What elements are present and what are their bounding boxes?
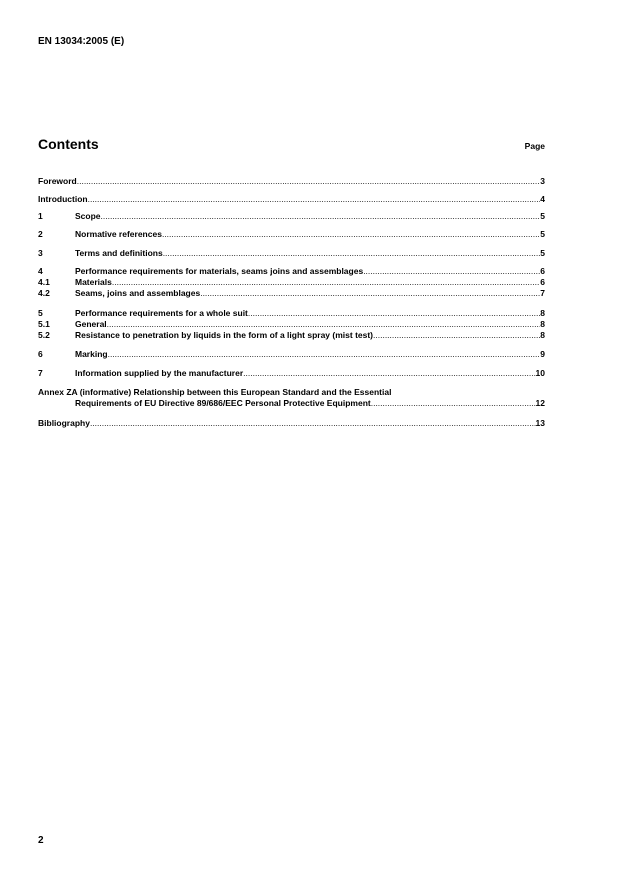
toc-entry-title: Seams, joins and assemblages — [75, 288, 201, 298]
toc-entry-title: Marking — [75, 349, 108, 359]
toc-entry-title: Performance requirements for a whole suit — [75, 308, 248, 318]
dot-leader — [243, 368, 535, 378]
toc-entry-page: 5 — [540, 248, 545, 258]
document-id: EN 13034:2005 (E) — [38, 36, 125, 47]
toc-entry-6[interactable] — [38, 349, 545, 359]
toc-entry-title: Materials — [75, 277, 112, 287]
dot-leader — [371, 398, 536, 408]
toc-entry-introduction[interactable] — [38, 194, 545, 204]
toc-entry-number: 5.1 — [38, 319, 50, 329]
toc-entry-number: 4.1 — [38, 277, 50, 287]
toc-entry-7[interactable] — [38, 368, 545, 378]
toc-entry-page: 6 — [540, 266, 545, 276]
dot-leader — [163, 248, 541, 258]
toc-entry-page: 4 — [540, 194, 545, 204]
dot-leader — [101, 211, 541, 221]
toc-entry-title: Foreword — [38, 176, 77, 186]
toc-entry-4-1[interactable] — [38, 277, 545, 287]
dot-leader — [162, 229, 540, 239]
toc-entry-number: 3 — [38, 248, 43, 258]
toc-entry-5[interactable] — [38, 308, 545, 318]
toc-entry-page: 3 — [540, 176, 545, 186]
toc-entry-title: General — [75, 319, 107, 329]
toc-entry-title: Requirements of EU Directive 89/686/EEC Personal Protective Equipment — [75, 398, 371, 408]
toc-entry-annex-za-line1[interactable]: Annex ZA (informative) Relationship between this European Standard and the Essential — [38, 387, 392, 397]
toc-entry-title: Normative references — [75, 229, 162, 239]
toc-entry-4-2[interactable] — [38, 288, 545, 298]
toc-entry-title: Information supplied by the manufacturer — [75, 368, 244, 378]
toc-entry-title: Terms and definitions — [75, 248, 163, 258]
toc-entry-1[interactable] — [38, 211, 545, 221]
toc-entry-title: Bibliography — [38, 418, 90, 428]
toc-entry-number: 4 — [38, 266, 43, 276]
dot-leader — [373, 330, 540, 340]
toc-entry-page: 8 — [540, 308, 545, 318]
toc-entry-number: 2 — [38, 229, 43, 239]
toc-entry-page: 5 — [540, 211, 545, 221]
dot-leader — [90, 418, 536, 428]
toc-entry-foreword[interactable] — [38, 176, 545, 186]
toc-entry-5-1[interactable] — [38, 319, 545, 329]
toc-entry-title: Scope — [75, 211, 101, 221]
dot-leader — [77, 176, 541, 186]
toc-entry-page: 5 — [540, 229, 545, 239]
toc-entry-page: 13 — [535, 418, 545, 428]
toc-entry-number: 1 — [38, 211, 43, 221]
toc-entry-title: Introduction — [38, 194, 88, 204]
toc-entry-page: 8 — [540, 330, 545, 340]
toc-entry-2[interactable] — [38, 229, 545, 239]
toc-entry-page: 10 — [535, 368, 545, 378]
toc-entry-number: 5 — [38, 308, 43, 318]
toc-entry-bibliography[interactable] — [38, 418, 545, 428]
page-number: 2 — [38, 835, 44, 846]
toc-entry-4[interactable] — [38, 266, 545, 276]
toc-entry-page: 8 — [540, 319, 545, 329]
toc-entry-page: 9 — [540, 349, 545, 359]
toc-entry-page: 6 — [540, 277, 545, 287]
dot-leader — [107, 319, 541, 329]
dot-leader — [363, 266, 540, 276]
toc-entry-number: 4.2 — [38, 288, 50, 298]
dot-leader — [112, 277, 540, 287]
toc-entry-5-2[interactable] — [38, 330, 545, 340]
toc-entry-title: Resistance to penetration by liquids in the form of a light spray (mist test) — [75, 330, 374, 340]
toc-entry-number: 6 — [38, 349, 43, 359]
toc-entry-number: 7 — [38, 368, 43, 378]
toc-entry-title: Performance requirements for materials, seams joins and assemblages — [75, 266, 364, 276]
dot-leader — [200, 288, 540, 298]
toc-entry-annex-za[interactable] — [38, 398, 545, 408]
dot-leader — [88, 194, 541, 204]
toc-entry-number: 5.2 — [38, 330, 50, 340]
toc-entry-page: 12 — [535, 398, 545, 408]
toc-entry-page: 7 — [540, 288, 545, 298]
contents-title: Contents — [38, 136, 99, 152]
dot-leader — [248, 308, 540, 318]
toc-entry-3[interactable] — [38, 248, 545, 258]
page-column-label: Page — [524, 141, 545, 151]
dot-leader — [108, 349, 541, 359]
